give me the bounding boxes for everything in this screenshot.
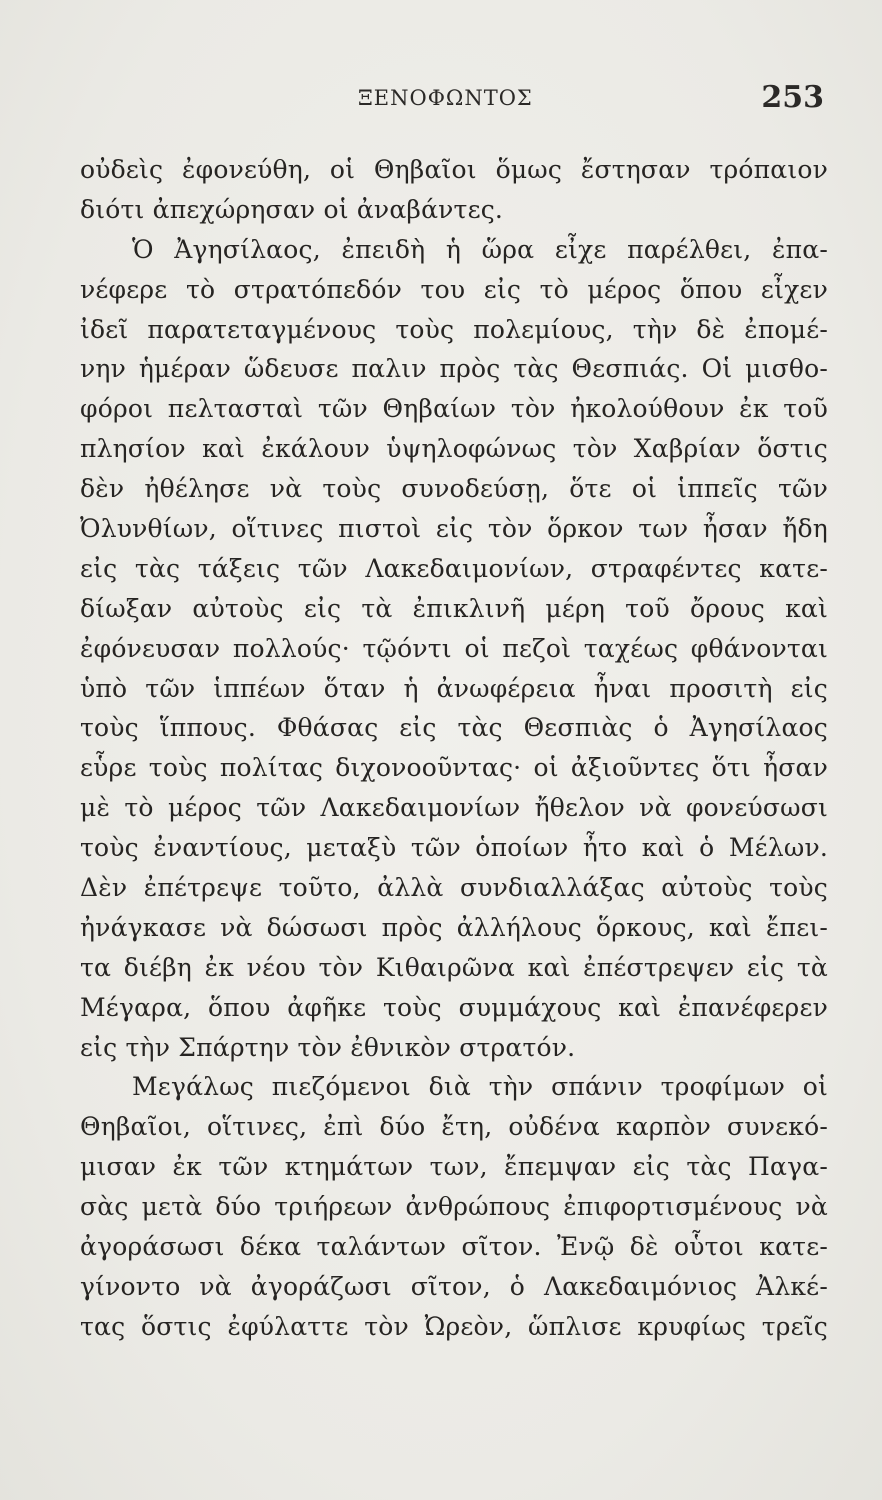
- text-line: δὲν ἠθέλησε νὰ τοὺς συνοδεύσῃ, ὅτε οἱ ἱππεῖς τῶν: [80, 474, 828, 504]
- text-line: τοὺς ἐναντίους, μεταξὺ τῶν ὁποίων ἦτο καὶ ὁ Μέλων.: [80, 833, 828, 863]
- text-line: τας ὅστις ἐφύλαττε τὸν Ὠρεὸν, ὥπλισε κρυφίως τρεῖς: [80, 1311, 828, 1341]
- text-line: μὲ τὸ μέρος τῶν Λακεδαιμονίων ἤθελον νὰ φονεύσωσι: [80, 793, 828, 823]
- text-line: Ὁ Ἀγησίλαος, ἐπειδὴ ἡ ὥρα εἶχε παρέλθει, ἐπα-: [132, 234, 828, 264]
- text-line: ἐφόνευσαν πολλούς· τῷόντι οἱ πεζοὶ ταχέως φθάνονται: [80, 633, 828, 663]
- text-line: εἰς τὰς τάξεις τῶν Λακεδαιμονίων, στραφέντες κατε-: [80, 553, 828, 583]
- text-line: μισαν ἐκ τῶν κτημάτων των, ἔπεμψαν εἰς τὰς Παγα-: [80, 1152, 828, 1182]
- text-line: τοὺς ἵππους. Φθάσας εἰς τὰς Θεσπιὰς ὁ Ἀγησίλαος: [80, 713, 828, 743]
- text-line: Θηβαῖοι, οἵτινες, ἐπὶ δύο ἔτη, οὐδένα καρπὸν συνεκό-: [80, 1112, 828, 1142]
- text-line: εἰς τὴν Σπάρτην τὸν ἐθνικὸν στρατόν.: [80, 1032, 576, 1062]
- page-header: [80, 80, 832, 124]
- text-line: Μεγάλως πιεζόμενοι διὰ τὴν σπάνιν τροφίμων οἱ: [132, 1072, 828, 1102]
- text-line: δίωξαν αὐτοὺς εἰς τὰ ἐπικλινῆ μέρη τοῦ ὄρους καὶ: [80, 593, 828, 623]
- text-line: Ὀλυνθίων, οἵτινες πιστοὶ εἰς τὸν ὅρκον των ἦσαν ἤδη: [80, 514, 828, 544]
- text-line: εὗρε τοὺς πολίτας διχονοοῦντας· οἱ ἀξιοῦντες ὅτι ἦσαν: [80, 753, 828, 783]
- text-line: ἀγοράσωσι δέκα ταλάντων σῖτον. Ἐνῷ δὲ οὗτοι κατε-: [80, 1232, 828, 1262]
- text-line: ὑπὸ τῶν ἱππέων ὅταν ἡ ἀνωφέρεια ἦναι προσιτὴ εἰς: [80, 673, 828, 703]
- page-number: 253: [761, 80, 824, 115]
- running-title: ΞΕΝΟΦΩΝΤΟΣ: [358, 86, 533, 110]
- body-text: [80, 150, 828, 1347]
- text-line: γίνοντο νὰ ἀγοράζωσι σῖτον, ὁ Λακεδαιμόνιος Ἀλκέ-: [80, 1271, 828, 1301]
- text-line: σὰς μετὰ δύο τριήρεων ἀνθρώπους ἐπιφορτισμένους νὰ: [80, 1192, 828, 1222]
- text-line: νην ἡμέραν ὥδευσε παλιν πρὸς τὰς Θεσπιάς. Οἱ μισθο-: [80, 354, 828, 384]
- text-line: τα διέβη ἐκ νέου τὸν Κιθαιρῶνα καὶ ἐπέστρεψεν εἰς τὰ: [80, 952, 828, 982]
- text-line: ἰδεῖ παρατεταγμένους τοὺς πολεμίους, τὴν δὲ ἐπομέ-: [80, 314, 828, 344]
- text-line: διότι ἀπεχώρησαν οἱ ἀναβάντες.: [80, 194, 504, 224]
- text-line: νέφερε τὸ στρατόπεδόν του εἰς τὸ μέρος ὅπου εἶχεν: [80, 274, 828, 304]
- text-line: ἠνάγκασε νὰ δώσωσι πρὸς ἀλλήλους ὅρκους, καὶ ἔπει-: [80, 912, 828, 942]
- text-line: οὐδεὶς ἐφονεύθη, οἱ Θηβαῖοι ὅμως ἔστησαν τρόπαιον: [80, 155, 828, 184]
- text-line: Μέγαρα, ὅπου ἀφῆκε τοὺς συμμάχους καὶ ἐπανέφερεν: [80, 992, 828, 1022]
- text-line: Δὲν ἐπέτρεψε τοῦτο, ἀλλὰ συνδιαλλάξας αὐτοὺς τοὺς: [80, 873, 828, 903]
- text-line: φόροι πελτασταὶ τῶν Θηβαίων τὸν ἠκολούθουν ἐκ τοῦ: [80, 394, 828, 424]
- text-line: πλησίον καὶ ἐκάλουν ὑψηλοφώνως τὸν Χαβρίαν ὅστις: [80, 434, 828, 464]
